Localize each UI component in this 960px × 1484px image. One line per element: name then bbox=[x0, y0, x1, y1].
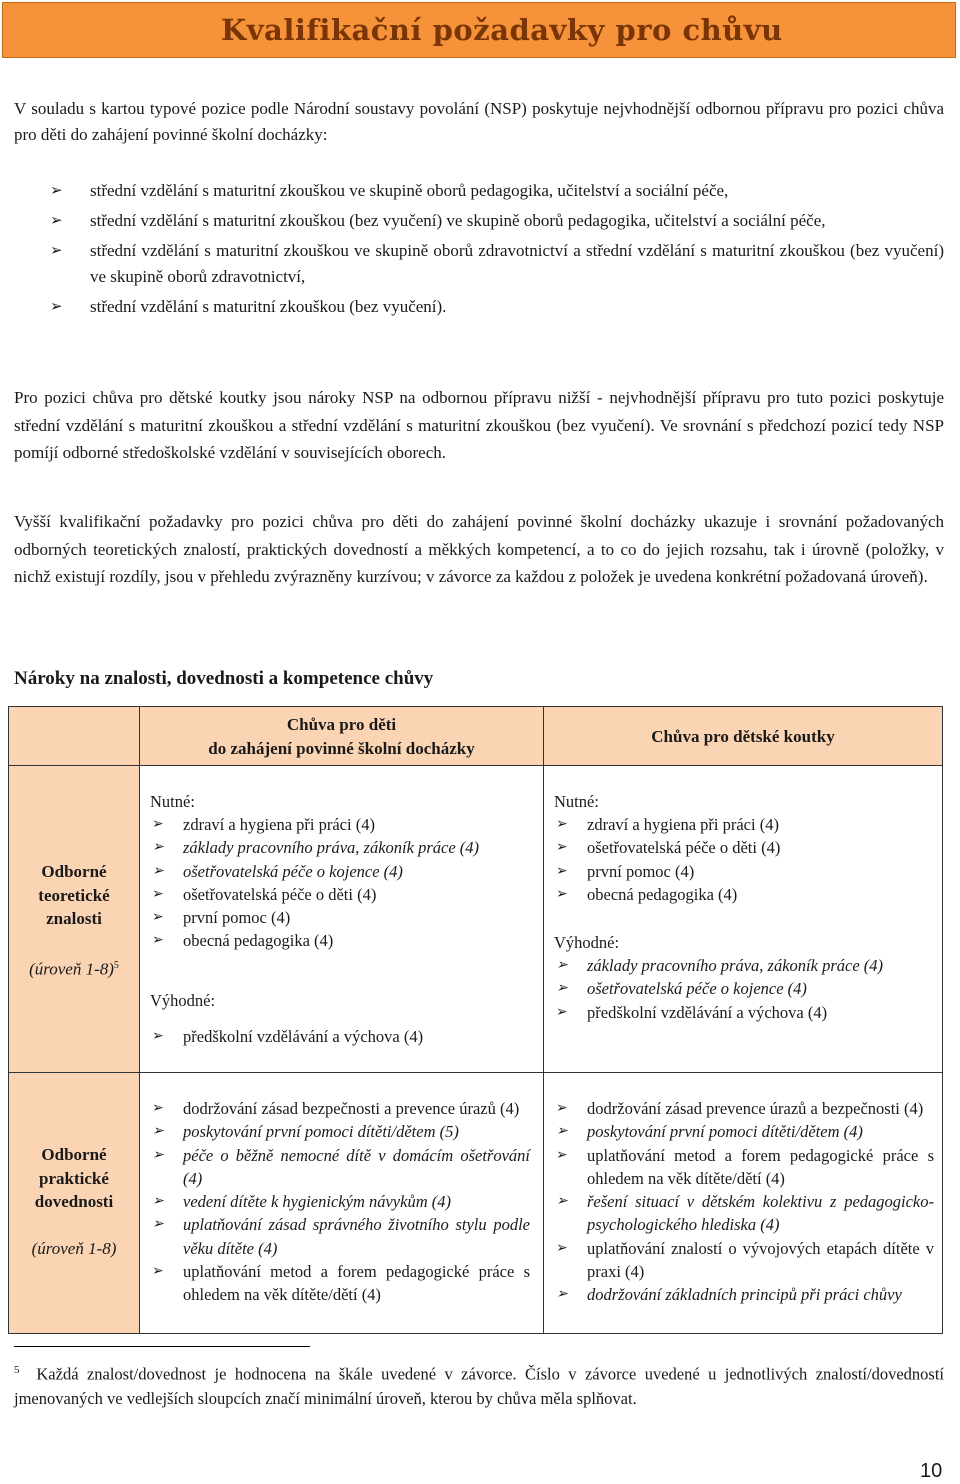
arrowhead-bullet-icon: ➢ bbox=[152, 863, 164, 879]
skills-list bbox=[150, 1097, 530, 1307]
row-label-line: dovednosti bbox=[34, 1192, 114, 1211]
list-item: ➢ obecná pedagogika (4) bbox=[554, 883, 934, 906]
arrowhead-bullet-icon: ➢ bbox=[152, 1264, 164, 1280]
table-header-col1 bbox=[139, 706, 544, 766]
suitable-label: Výhodné: bbox=[150, 991, 216, 1010]
arrowhead-bullet-icon: ➢ bbox=[556, 1287, 568, 1303]
list-item: ➢ poskytování první pomoci dítěti/dětem (5) bbox=[150, 1120, 530, 1143]
list-item: ➢ zdraví a hygiena při práci (4) bbox=[150, 813, 530, 836]
list-item: ➢ dodržování zásad bezpečnosti a prevence úrazů (4) bbox=[150, 1097, 530, 1120]
footnote-ref: 5 bbox=[113, 960, 119, 971]
row-label-line: praktické bbox=[39, 1169, 109, 1188]
cell-practice-col1 bbox=[139, 1072, 544, 1334]
list-item: ➢ předškolní vzdělávání a výchova (4) bbox=[150, 1025, 530, 1048]
arrowhead-bullet-icon: ➢ bbox=[152, 1124, 164, 1140]
header-col1-line2: do zahájení povinné školní docházky bbox=[208, 739, 475, 758]
row-label-line: teoretické bbox=[38, 886, 110, 905]
list-item: ➢ řešení situací v dětském kolektivu z pedagogicko-psychologického hlediska (4) bbox=[556, 1192, 934, 1235]
arrowhead-bullet-icon: ➢ bbox=[556, 1240, 568, 1256]
arrowhead-bullet-icon: ➢ bbox=[556, 958, 568, 973]
arrowhead-bullet-icon: ➢ bbox=[152, 933, 164, 949]
list-item: ➢ obecná pedagogika (4) bbox=[150, 929, 530, 952]
arrowhead-bullet-icon: ➢ bbox=[152, 886, 164, 902]
list-item: ➢ dodržování zásad prevence úrazů a bezpečnosti (4) bbox=[554, 1097, 934, 1120]
list-item: ➢ uplatňování metod a forem pedagogické práce s ohledem na věk dítěte/dětí (4) bbox=[152, 1262, 530, 1305]
list-item: ➢ ošetřovatelská péče o kojence (4) bbox=[554, 977, 934, 1000]
footnote-text: Každá znalost/dovednost je hodnocena na škále uvedené v závorce. Číslo v závorce uvedené u jednotlivých znalostí/dovedností jmenovaných ve vedlejších sloupcích značí minimální úroveň, kterou by chůva měla splňovat. bbox=[14, 1364, 945, 1408]
list-item: ➢ základy pracovního práva, zákoník práce (4) bbox=[150, 836, 530, 859]
section-title: Nároky na znalosti, dovednosti a kompetence chůvy bbox=[14, 668, 434, 689]
arrowhead-bullet-icon: ➢ bbox=[556, 1194, 568, 1210]
cell-theory-col1 bbox=[139, 765, 544, 1073]
row-head-practice bbox=[8, 1072, 140, 1334]
arrowhead-bullet-icon: ➢ bbox=[556, 886, 568, 902]
list-item: ➢ první pomoc (4) bbox=[554, 860, 934, 883]
header-col1-line1: Chůva pro děti bbox=[286, 715, 397, 734]
list-item: ➢ zdraví a hygiena při práci (4) bbox=[554, 813, 934, 836]
list-item: ➢ střední vzdělání s maturitní zkouškou (bez vyučení) ve skupině oborů pedagogika, učitelství a sociální péče, bbox=[14, 208, 944, 234]
list-item: ➢ ošetřovatelská péče o děti (4) bbox=[554, 836, 934, 859]
list-item: ➢ předškolní vzdělávání a výchova (4) bbox=[554, 1001, 934, 1024]
suitable-list bbox=[150, 1025, 530, 1048]
arrowhead-bullet-icon: ➢ bbox=[50, 243, 63, 259]
header-col2: Chůva pro dětské koutky bbox=[651, 727, 835, 746]
suitable-label: Výhodné: bbox=[554, 933, 620, 952]
list-item: ➢ střední vzdělání s maturitní zkouškou ve skupině oborů zdravotnictví a střední vzdělání s maturitní zkouškou (bez vyučení) ve skupině oborů zdravotnictví, bbox=[14, 238, 944, 290]
arrowhead-bullet-icon: ➢ bbox=[152, 1194, 164, 1210]
page-title: Kvalifikační požadavky pro chůvu bbox=[221, 13, 783, 47]
footnote-divider bbox=[14, 1346, 310, 1347]
list-item: ➢ uplatňování zásad správného životního stylu podle věku dítěte (4) bbox=[152, 1215, 530, 1258]
arrowhead-bullet-icon: ➢ bbox=[152, 1147, 164, 1163]
list-item: ➢ první pomoc (4) bbox=[150, 906, 530, 929]
required-label: Nutné: bbox=[554, 792, 599, 811]
cell-theory-col2 bbox=[543, 765, 943, 1073]
list-item: ➢ vedení dítěte k hygienickým návykům (4) bbox=[150, 1190, 530, 1213]
arrowhead-bullet-icon: ➢ bbox=[152, 910, 164, 926]
skills-list bbox=[554, 1097, 934, 1307]
paragraph-comparison: Vyšší kvalifikační požadavky pro pozici chůva pro děti do zahájení povinné školní docházky ukazuje i srovnání požadovaných odborných teoretických znalostí, praktických dovedností a měkkých kompetencí, a to co do jejich rozsahu, tak i úrovně (položky, v nichž existují rozdíly, jsou v přehledu zvýrazněny kurzívou; v závorce za každou z položek je uvedena konkrétní požadovaná úroveň). bbox=[14, 512, 944, 586]
arrowhead-bullet-icon: ➢ bbox=[556, 863, 568, 879]
row-head-theory bbox=[8, 765, 140, 1073]
arrowhead-bullet-icon: ➢ bbox=[152, 1029, 164, 1044]
row-level: (úroveň 1-8)$^5$ bbox=[29, 959, 119, 979]
arrowhead-bullet-icon: ➢ bbox=[556, 1147, 568, 1163]
list-item: ➢ uplatňování metod a forem pedagogické práce s ohledem na věk dítěte/dětí (4) bbox=[556, 1145, 934, 1188]
arrowhead-bullet-icon: ➢ bbox=[152, 817, 164, 832]
cell-practice-col2 bbox=[543, 1072, 943, 1334]
intro-paragraph: V souladu s kartou typové pozice podle Národní soustavy povolání (NSP) poskytuje nejvhodnější odbornou přípravu pro pozici chůva pro děti do zahájení povinné školní docházky: bbox=[14, 99, 944, 144]
paragraph-koutky: Pro pozici chůva pro dětské koutky jsou nároky NSP na odbornou přípravu nižší - nejvhodnější přípravu pro tuto pozici poskytuje střední vzdělání s maturitní zkouškou a střední vzdělání s maturitní zkouškou (bez vyučení). Ve srovnání s předchozí pozicí tedy NSP pomíjí odborné středoškolské vzdělání v souvisejících oborech. bbox=[14, 388, 944, 462]
arrowhead-bullet-icon: ➢ bbox=[556, 1101, 568, 1116]
education-list bbox=[14, 178, 944, 324]
list-item: ➢ ošetřovatelská péče o děti (4) bbox=[150, 883, 530, 906]
arrowhead-bullet-icon: ➢ bbox=[50, 213, 63, 229]
list-item: ➢ dodržování základních principů při práci chůvy bbox=[554, 1283, 934, 1306]
arrowhead-bullet-icon: ➢ bbox=[50, 183, 63, 199]
arrowhead-bullet-icon: ➢ bbox=[152, 1217, 164, 1233]
arrowhead-bullet-icon: ➢ bbox=[556, 1124, 568, 1140]
required-label: Nutné: bbox=[150, 792, 195, 811]
page-number: 10 bbox=[920, 1460, 943, 1482]
list-item: ➢ střední vzdělání s maturitní zkouškou ve skupině oborů pedagogika, učitelství a sociální péče, bbox=[14, 178, 944, 204]
required-list bbox=[150, 813, 530, 953]
list-item: ➢ střední vzdělání s maturitní zkouškou (bez vyučení). bbox=[14, 294, 944, 320]
list-item: ➢ ošetřovatelská péče o kojence (4) bbox=[150, 860, 530, 883]
arrowhead-bullet-icon: ➢ bbox=[152, 1101, 164, 1116]
footnote bbox=[14, 1358, 944, 1412]
arrowhead-bullet-icon: ➢ bbox=[556, 840, 568, 856]
arrowhead-bullet-icon: ➢ bbox=[152, 840, 164, 856]
row-label-line: Odborné bbox=[41, 862, 107, 881]
row-label-line: znalosti bbox=[46, 909, 102, 928]
required-list bbox=[554, 813, 934, 906]
suitable-list bbox=[554, 954, 934, 1024]
row-label-line: Odborné bbox=[41, 1145, 107, 1164]
title-banner bbox=[2, 2, 956, 58]
row-level: (úroveň 1-8) bbox=[31, 1239, 117, 1258]
list-item: ➢ uplatňování znalostí o vývojových etapách dítěte v praxi (4) bbox=[556, 1238, 934, 1282]
list-item: ➢ základy pracovního práva, zákoník práce (4) bbox=[554, 954, 934, 977]
table-header-col2 bbox=[543, 706, 943, 766]
footnote-mark: 5 bbox=[14, 1364, 20, 1376]
arrowhead-bullet-icon: ➢ bbox=[556, 1004, 568, 1020]
arrowhead-bullet-icon: ➢ bbox=[50, 299, 63, 315]
list-item: ➢ péče o běžně nemocné dítě v domácím ošetřování (4) bbox=[152, 1145, 530, 1188]
table-corner-cell bbox=[8, 706, 140, 766]
arrowhead-bullet-icon: ➢ bbox=[556, 817, 568, 832]
list-item: ➢ poskytování první pomoci dítěti/dětem (4) bbox=[554, 1120, 934, 1143]
arrowhead-bullet-icon: ➢ bbox=[556, 981, 568, 997]
